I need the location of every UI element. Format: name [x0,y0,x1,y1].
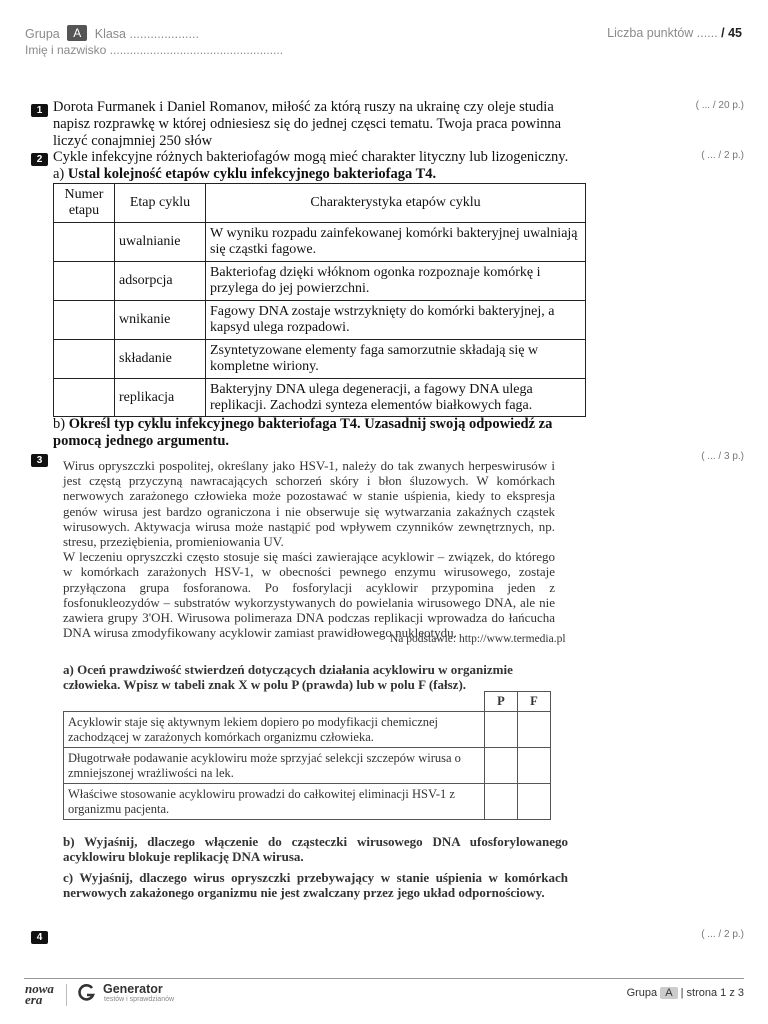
stage-number-cell[interactable] [54,223,115,262]
part-b-prefix: b) [53,416,66,432]
question-number: 3 [31,454,48,467]
question-number: 1 [31,104,48,117]
table-row [54,301,586,340]
statement: Długotrwałe podawanie acyklowiru może sprzyjać selekcji szczepów wirusa o zmniejszonej wrażliwości na lek. [64,748,485,784]
table-row [64,748,551,784]
stage-description: Fagowy DNA zostaje wstrzyknięty do komórki bakteryjnej, a kapsyd ulega rozpadowi. [206,301,586,340]
question-3-part-c: c) Wyjaśnij, dlaczego wirus opryszczki przebywający w stanie uśpienia w komórkach nerwowych zakażonego organizmu nie jest zwalczany przez jego układ odpornościowy. [63,870,568,901]
points-total: / 45 [721,26,742,40]
answer-f-cell[interactable] [518,784,551,820]
table-header: Charakterystyka etapów cyklu [206,184,586,223]
points-label: Liczba punktów ...... [607,26,718,40]
table-header: Etap cyklu [115,184,206,223]
pf-header-p: P [485,692,518,712]
passage-paragraph: W leczeniu opryszczki często stosuje się maści zawierające acyklowir – związek, do którego w komórkach zarażonych HSV-1, w obecności pewnego enzymu wirusowego, zostaje przyłączona grupa fosforanowa. Po fosforylacji acyklowir przypomina jeden z fosfonukleozydów – substratów wykorzystywanych do powielania wirusowego DNA, ale nie zawiera grupy 3'OH. Wirusowa polimeraza DNA podczas replikacji wprowadza do łańcucha DNA wirusa zmodyfikowany acyklowir zamiast prawidłowego nukleotydu. [63,549,555,641]
question-number: 4 [31,931,48,944]
question-number: 2 [31,153,48,166]
page-number: | strona 1 z 3 [680,987,744,999]
generator-icon [77,983,95,1001]
name-line: Imię i nazwisko .................................................... [25,43,284,57]
question-points: ( ... / 2 p.) [701,150,744,161]
question-3-part-a: a) Oceń prawdziwość stwierdzeń dotyczących działania acyklowiru w organizmie człowieka. Wpisz w tabeli znak X w polu P (prawda) lub w polu F (fałsz). [63,662,513,693]
table-row [54,223,586,262]
answer-p-cell[interactable] [485,784,518,820]
phage-cycle-table [53,183,586,417]
question-3-part-b: b) Wyjaśnij, dlaczego włączenie do cząsteczki wirusowego DNA ufosforylowanego acyklowiru blokuje replikację DNA wirusa. [63,834,568,865]
pf-header [64,692,485,712]
footer-group-label: Grupa [626,987,658,999]
stage-description: Bakteriofag dzięki włóknom ogonka rozpoznaje komórkę i przylega do jej powierzchni. [206,262,586,301]
answer-p-cell[interactable] [485,712,518,748]
stage-name: adsorpcja [115,262,206,301]
table-header-row [54,184,586,223]
table-row [64,784,551,820]
question-points: ( ... / 2 p.) [701,929,744,940]
stage-name: uwalnianie [115,223,206,262]
generator-title: Generator [103,982,163,996]
stage-description: W wyniku rozpadu zainfekowanej komórki bakteryjnej uwalniają się cząstki fagowe. [206,223,586,262]
table-row [54,262,586,301]
pf-header-f: F [518,692,551,712]
passage-paragraph: Wirus opryszczki pospolitej, określany jako HSV-1, należy do tak zwanych herpeswirusów i jest częstą przyczyną nawracających schorzeń skóry i błon śluzowych. W komórkach nerwowych zarażonego człowieka może pozostawać w stanie uśpienia, kiedy to ekspresja genów wirusa jest bardzo ograniczona i nie obserwuje się wytwarzania zakaźnych cząstek wirusowych. Aktywacja wirusa może nastąpić pod wpływem czynników zewnętrznych, np. stresu, przeziębienia, promieniowania UV. [63,458,555,550]
stage-name: replikacja [115,379,206,417]
table-row [64,712,551,748]
question-2-intro: Cykle infekcyjne różnych bakteriofagów mogą mieć charakter lityczny lub lizogeniczny. [53,149,569,165]
part-b-instruction: Określ typ cyklu infekcyjnego bakteriofaga T4. Uzasadnij swoją odpowiedź za pomocą jednego argumentu. [53,416,553,449]
nowa-era-logo [25,983,54,1005]
statement: Właściwe stosowanie acyklowiru prowadzi do całkowitej eliminacji HSV-1 z organizmu pacjenta. [64,784,485,820]
stage-number-cell[interactable] [54,301,115,340]
stage-number-cell[interactable] [54,340,115,379]
class-label: Klasa .................... [94,27,199,41]
part-a-instruction: Ustal kolejność etapów cyklu infekcyjnego bakteriofaga T4. [67,166,437,182]
group-label: Grupa [25,27,60,41]
stage-description: Bakteryjny DNA ulega degeneracji, a fagowy DNA ulega replikacji. Zachodzi synteza elementów białkowych faga. [206,379,586,417]
true-false-table [63,691,551,820]
points-line [607,26,742,40]
statement: Acyklowir staje się aktywnym lekiem dopiero po modyfikacji chemicznej zachodzącej w zarażonych komórkach organizmu człowieka. [64,712,485,748]
question-2-part-b [53,416,563,450]
stage-number-cell[interactable] [54,262,115,301]
question-2-part-a [53,166,593,183]
hsv-passage [63,458,555,640]
table-row [54,379,586,417]
logo-line: nowa [25,981,54,996]
stage-description: Zsyntetyzowane elementy faga samorzutnie składają się w kompletne wiriony. [206,340,586,379]
footer-divider [24,978,744,979]
source-note: Na podstawie: http://www.termedia.pl [390,633,566,645]
logo-divider [66,984,67,1006]
stage-name: składanie [115,340,206,379]
question-points: ( ... / 20 p.) [695,100,744,111]
question-1-text: Dorota Furmanek i Daniel Romanov, miłość za którą ruszy na ukrainę czy oleje studia napisz rozprawkę w której odniesiesz się do jednej częsci tematu. Twoja praca powinna liczyć conajmniej 250 słów [53,99,562,149]
answer-p-cell[interactable] [485,748,518,784]
generator-subtitle: testów i sprawdzianów [104,996,175,1003]
stage-name: wnikanie [115,301,206,340]
answer-f-cell[interactable] [518,712,551,748]
stage-number-cell[interactable] [54,379,115,417]
logo-line: era [25,992,43,1007]
group-class-line [25,25,199,41]
answer-f-cell[interactable] [518,748,551,784]
question-points: ( ... / 3 p.) [701,451,744,462]
footer-group-badge: A [660,987,677,999]
group-badge: A [67,25,87,41]
pf-header-row [64,692,551,712]
table-header: Numer etapu [54,184,115,223]
part-a-prefix: a) [53,166,65,182]
footer-page-info [627,987,744,999]
table-row [54,340,586,379]
